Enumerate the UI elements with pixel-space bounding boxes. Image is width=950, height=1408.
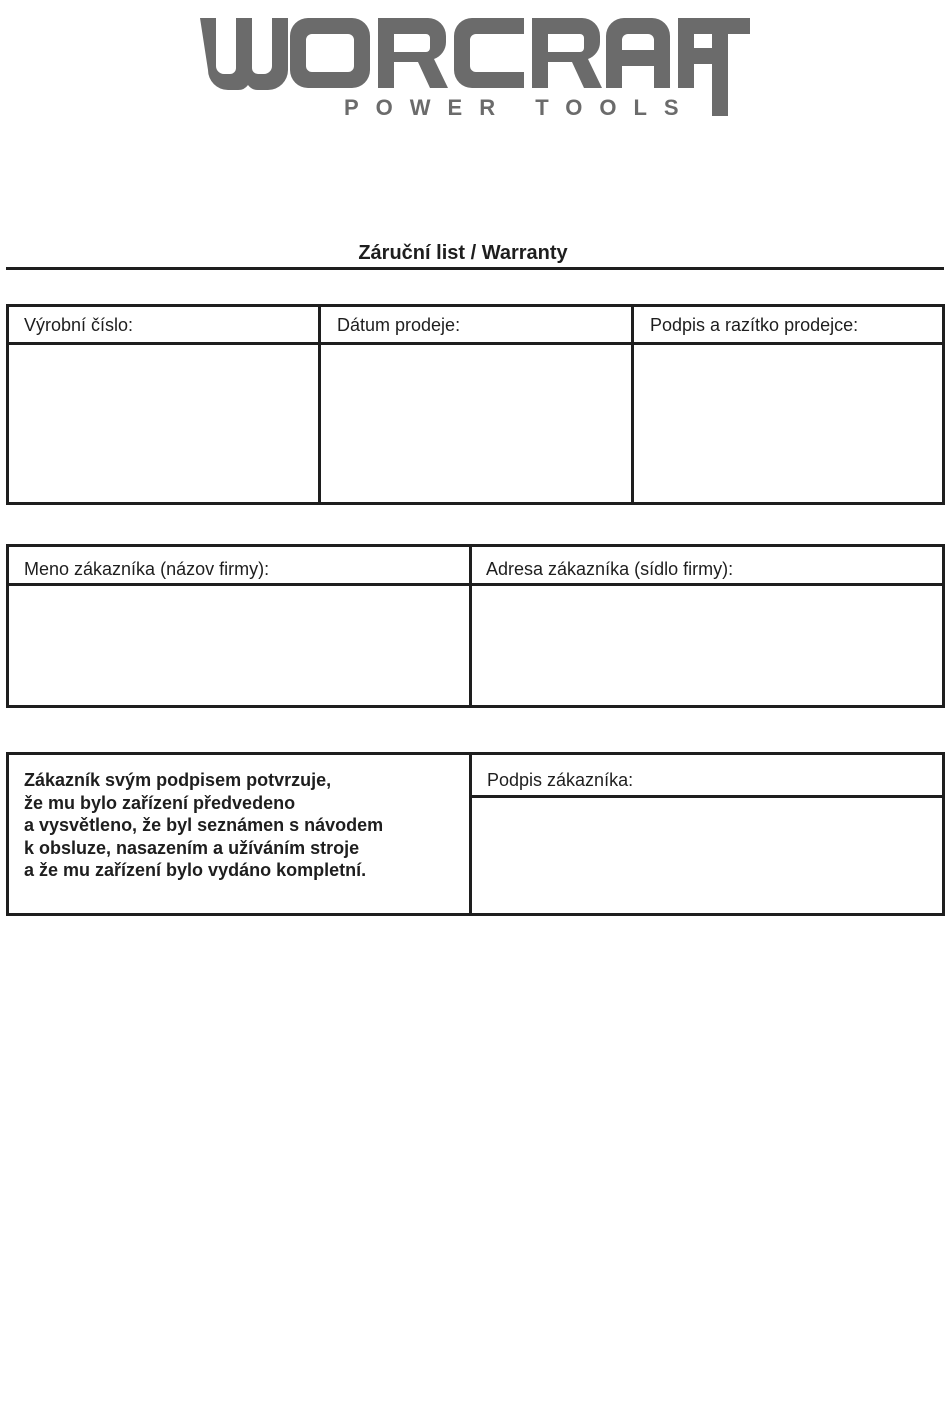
customer-info-divider xyxy=(469,544,472,708)
customer-signature-label: Podpis zákazníka: xyxy=(487,770,634,790)
seller-info-divider-1 xyxy=(318,304,321,505)
customer-name-label: Meno zákazníka (názov firmy): xyxy=(24,559,270,579)
customer-address-label: Adresa zákazníka (sídlo firmy): xyxy=(486,559,734,579)
statement-line: k obsluze, nasazením a užíváním stroje xyxy=(24,837,360,858)
seller-info-divider-2 xyxy=(631,304,634,505)
statement-line: že mu bylo zařízení předvedeno xyxy=(24,792,296,813)
statement-line: a že mu zařízení bylo vydáno kompletní. xyxy=(24,860,367,880)
statement-line: Zákazník svým podpisem potvrzuje, xyxy=(24,770,332,790)
statement-line: a vysvětleno, že byl seznámen s návodem xyxy=(24,815,384,835)
sale-date-field[interactable] xyxy=(322,345,630,502)
confirmation-divider xyxy=(469,752,472,916)
serial-number-field[interactable] xyxy=(9,345,317,502)
seller-signature-label: Podpis a razítko prodejce: xyxy=(650,315,859,335)
title-divider xyxy=(6,267,944,270)
sale-date-label: Dátum prodeje: xyxy=(337,315,461,335)
page-title: Záruční list / Warranty xyxy=(358,242,568,264)
customer-name-field[interactable] xyxy=(9,586,468,705)
customer-signature-field[interactable] xyxy=(473,798,942,913)
customer-address-field[interactable] xyxy=(473,586,942,705)
worcraft-logo xyxy=(196,14,756,122)
serial-number-label: Výrobní číslo: xyxy=(24,315,134,335)
svg-text:POWER TOOLS: POWER TOOLS xyxy=(344,95,696,120)
seller-signature-field[interactable] xyxy=(635,345,942,502)
customer-confirmation-statement xyxy=(24,769,383,882)
